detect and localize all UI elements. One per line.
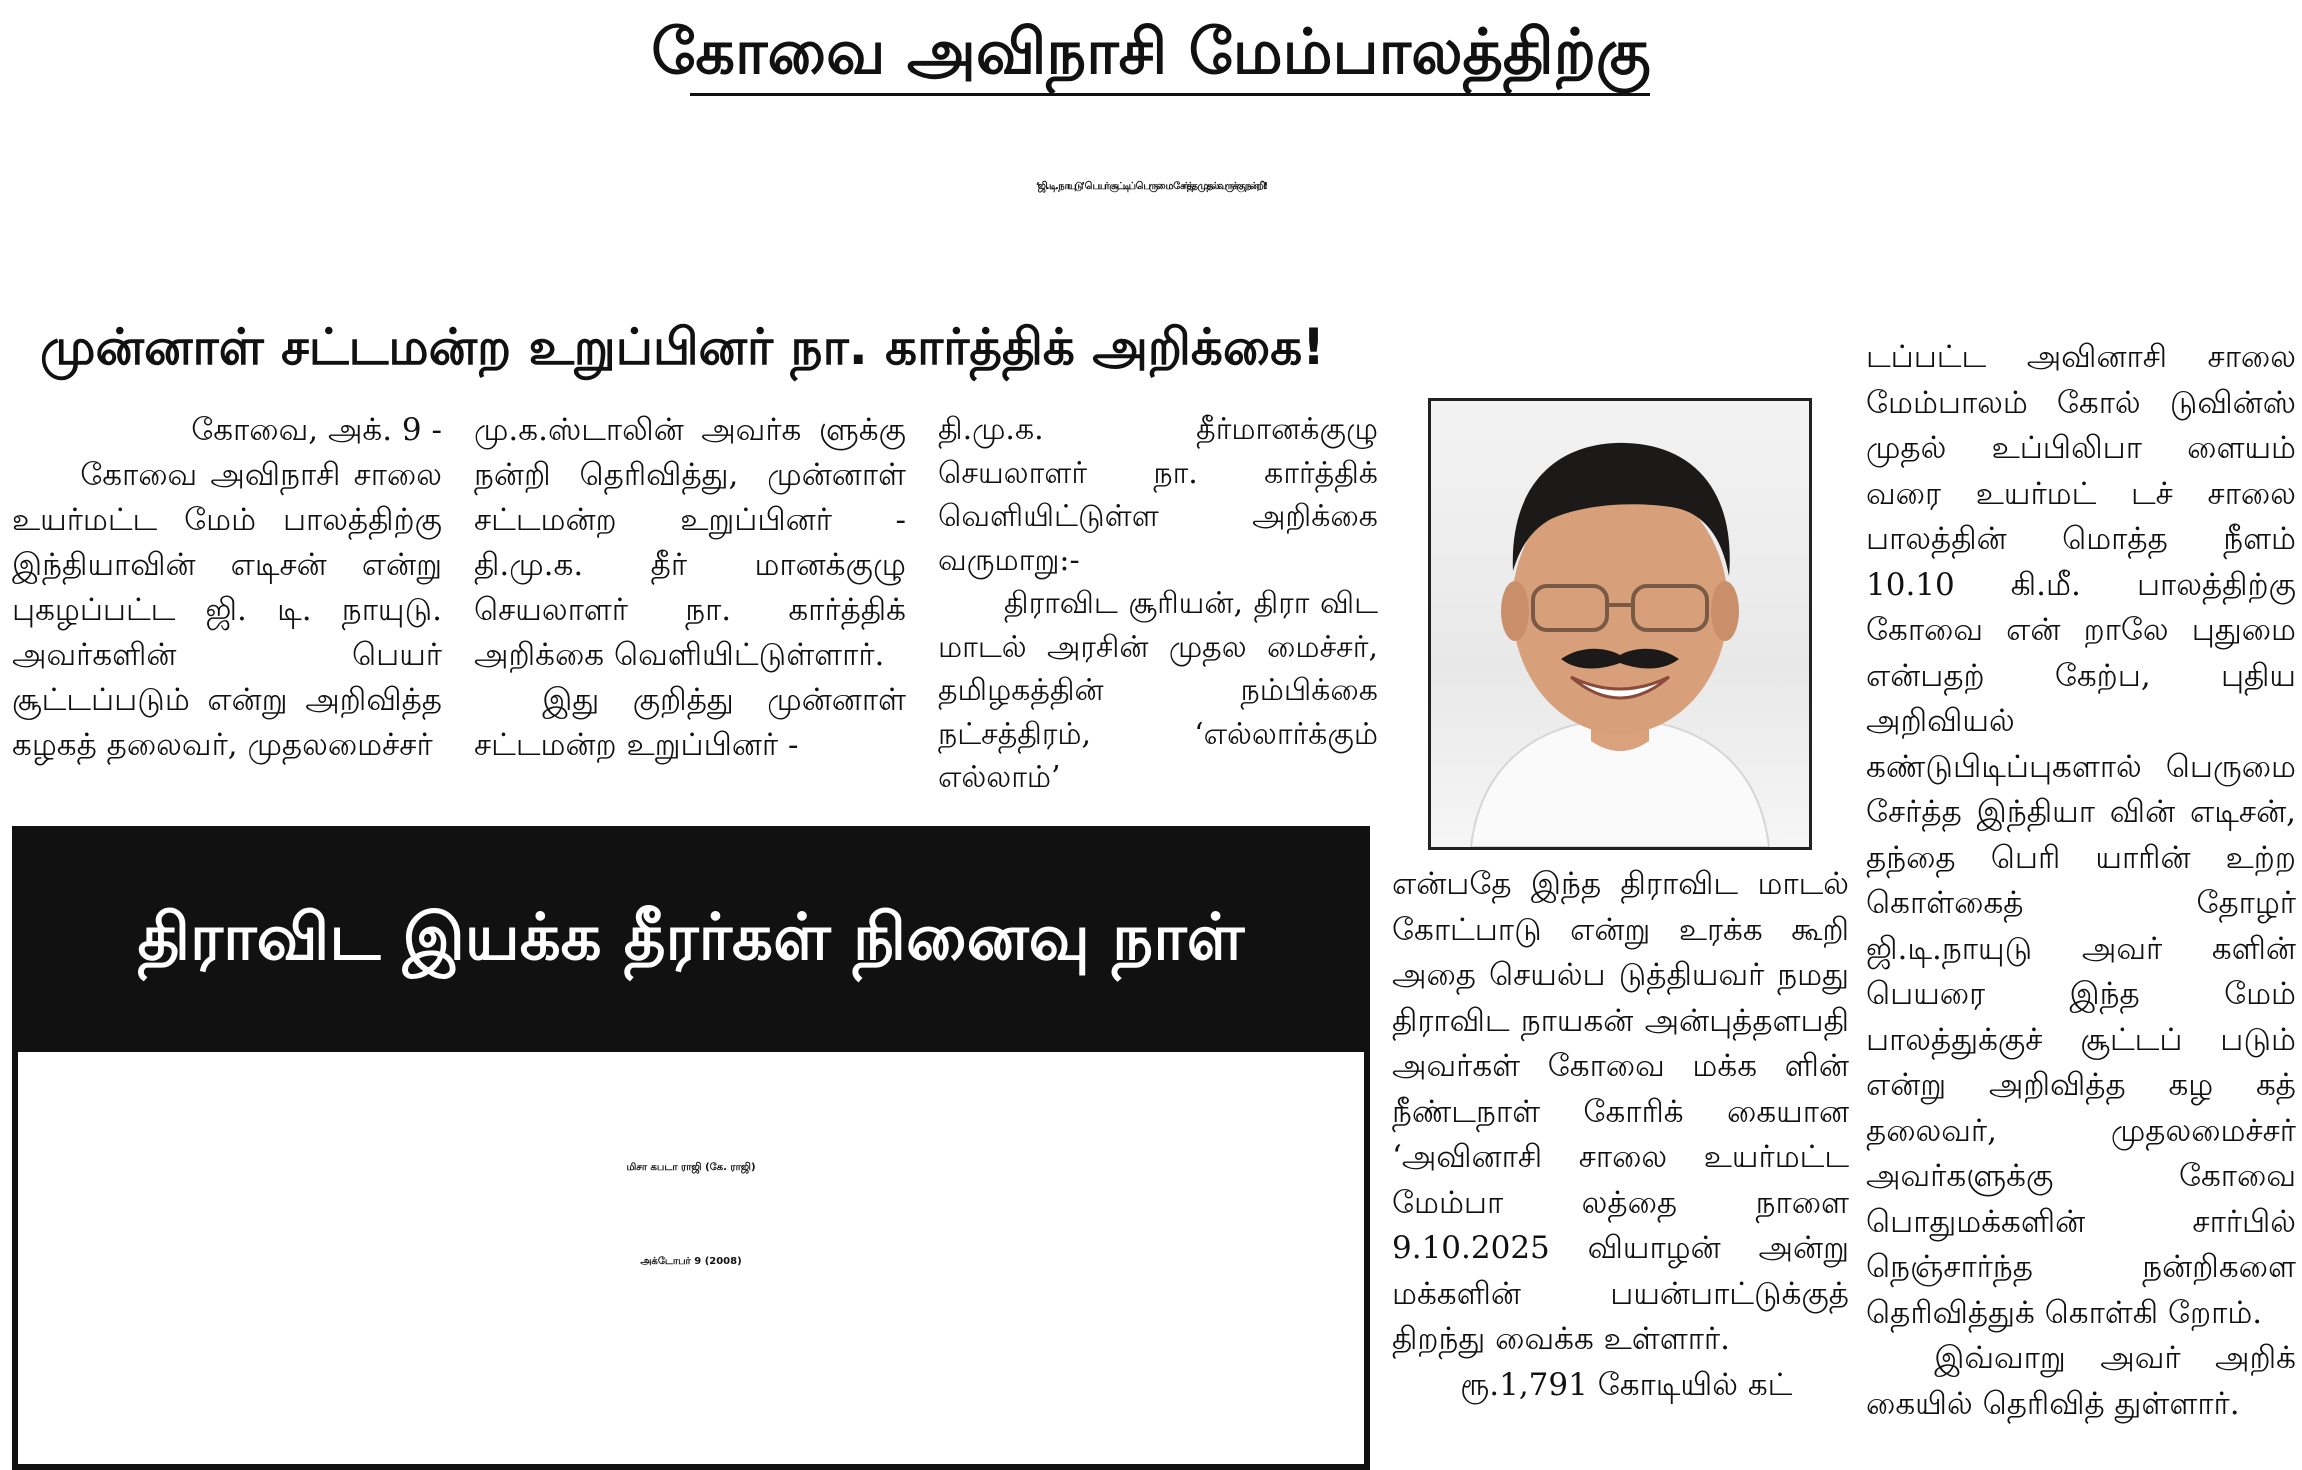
paragraph: இது குறித்து முன்னாள் சட்டமன்ற உறுப்பினர் - xyxy=(474,682,906,763)
article-column-4 xyxy=(1392,862,1849,1408)
kicker-underline xyxy=(690,93,1650,96)
paragraph: தி.மு.க. தீர்மானக்குழு செயலாளர் நா. கார்த்திக் வெளியிட்டுள்ள அறிக்கை வருமாறு:- xyxy=(938,412,1378,578)
paragraph: டப்பட்ட அவினாசி சாலை மேம்பாலம் கோல் டுவின்ஸ் முதல் உப்பிலிபா ளையம் வரை உயர்மட் டச் சாலை பாலத்தின் மொத்த நீளம் 10.10 கி.மீ. பாலத்திற்கு கோவை என் றாலே புதுமை என்பதற் கேற்ப, புதிய அறிவியல் கண்டுபிடிப்புகளால் பெருமை சேர்த்த இந்தியா வின் எடிசன், தந்தை பெரி யாரின் உற்ற கொள்கைத் தோழர் ஜி.டி.நாயுடு அவர் களின் பெயரை இந்த மேம் பாலத்துக்குச் சூட்டப் படும் என்று அறிவித்த கழ கத் தலைவர், முதலமைச்சர் அவர்களுக்கு கோவை பொதுமக்களின் சார்பில் நெஞ்சார்ந்த நன்றிகளை தெரிவித்துக் கொள்கி றோம். xyxy=(1866,339,2296,1331)
memorial-name: மிசா கபடா ராஜி (கே. ராஜி) xyxy=(626,1162,756,1173)
article-column-3 xyxy=(938,408,1378,800)
paragraph: மு.க.ஸ்டாலின் அவர்க ளுக்கு நன்றி தெரிவித்து, முன்னாள் சட்டமன்ற உறுப்பினர் - தி.மு.க. தீர் மானக்குழு செயலாளர் நா. கார்த்திக் அறிக்கை வெளியிட்டுள்ளார். xyxy=(474,412,906,673)
article-column-5 xyxy=(1866,335,2296,1427)
article-column-1 xyxy=(12,408,442,768)
dateline: கோவை, அக். 9 - xyxy=(191,412,442,448)
portrait-illustration xyxy=(1431,401,1809,847)
memorial-box xyxy=(12,826,1370,1470)
paragraph: இவ்வாறு அவர் அறிக் கையில் தெரிவித் துள்ளார். xyxy=(1866,1340,2296,1422)
memorial-title: திராவிட இயக்க தீரர்கள் நினைவு நாள் xyxy=(137,901,1245,975)
portrait-photo xyxy=(1428,398,1812,850)
kicker-line: கோவை அவிநாசி மேம்பாலத்திற்கு xyxy=(651,15,1651,88)
memorial-date: அக்டோபர் 9 (2008) xyxy=(640,1256,742,1267)
memorial-title-band xyxy=(18,832,1364,1052)
paragraph: திராவிட சூரியன், திரா விட மாடல் அரசின் முதல மைச்சர், தமிழகத்தின் நம்பிக்கை நட்சத்திரம், ‘எல்லார்க்கும் எல்லாம்’ xyxy=(938,586,1378,796)
paragraph: என்பதே இந்த திராவிட மாடல் கோட்பாடு என்று உரக்க கூறி அதை செயல்ப டுத்தியவர் நமது திராவிட நாயகன் அன்புத்தளபதி அவர்கள் கோவை மக்க ளின் நீண்டநாள் கோரிக் கையான ‘அவினாசி சாலை உயர்மட்ட மேம்பா லத்தை நாளை 9.10.2025 வியாழன் அன்று மக்களின் பயன்பாட்டுக்குத் திறந்து வைக்க உள்ளார். xyxy=(1392,866,1849,1357)
paragraph: ரூ.1,791 கோடியில் கட் xyxy=(1460,1366,1793,1403)
subheadline: முன்னாள் சட்டமன்ற உறுப்பினர் நா. கார்த்திக் அறிக்கை! xyxy=(40,318,1325,376)
headline: ‘ஜி. டி. நாயுடு’ பெயர் சூட்டிப் பெருமை சேர்த்த முதல்வருக்கு நன்றி! xyxy=(1035,181,1267,192)
article-column-2 xyxy=(474,408,906,768)
paragraph: கோவை அவிநாசி சாலை உயர்மட்ட மேம் பாலத்திற்கு இந்தியாவின் எடிசன் என்று புகழப்பட்ட ஜி. டி. நாயுடு. அவர்களின் பெயர் சூட்டப்படும் என்று அறிவித்த கழகத் தலைவர், முதலமைச்சர் xyxy=(12,457,442,763)
